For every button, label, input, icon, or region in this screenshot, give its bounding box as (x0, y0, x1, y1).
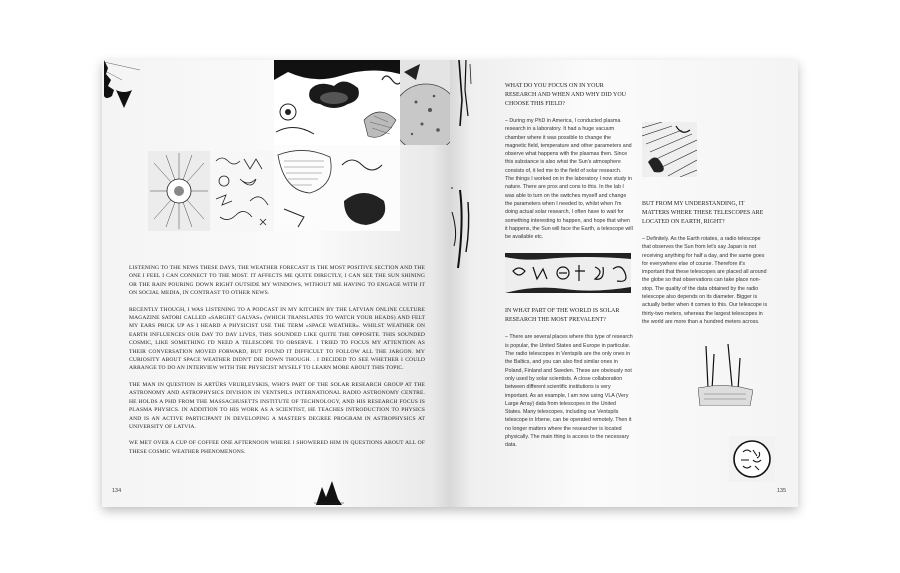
ink-drawing-textured (274, 145, 400, 231)
right-page (450, 60, 798, 507)
answer-3: – Definitely. As the Earth rotates, a radio telescope that observes the Sun from let's say Japan is not receiving anything for half a day, and the same goes for everywhere else of course. Therefore it's important that these telescopes are placed all around the globe so that observations can take place non-stop. The quality of the data obtained by the radio telescope also depends on its diameter. Bigger is actually better when it comes to this. Our telescope is thirty-two meters, whereas the largest telescopes in the world are more than a hundred meters across. (642, 236, 768, 325)
ink-drawing-rock (274, 60, 400, 145)
ink-drawing-small-bottom (312, 477, 346, 507)
ink-drawing-sunburst (148, 151, 210, 231)
question-1: WHAT DO YOU FOCUS ON IN YOUR RESEARCH AND WHEN AND WHY DID YOU CHOOSE THIS FIELD? (505, 83, 626, 107)
page-number-left: 134 (112, 488, 122, 494)
ink-strokes-gutter (450, 182, 480, 272)
question-3: BUT FROM MY UNDERSTANDING, IT MATTERS WHERE THESE TELESCOPES ARE LOCATED ON EARTH, RIGHT? (642, 201, 764, 225)
answer-1b: The things I worked on in the laboratory I now study in nature. There are pros and cons to this. In the lab I was able to turn on the switches myself and change the parameters when I needed to, whilst when I'm doing actual solar research, I often have to wait for something interesting to happen, and hope that when it happens, the Sun will face the Earth, a telescope will be available etc. (505, 176, 633, 241)
ink-glyph-strip (505, 253, 631, 293)
answer-1a: – During my PhD in America, I conducted plasma research in a laboratory. It had a huge vacuum chamber where it was possible to change the magnetic field, temperature and other parameters and observe what happens with the plasmas then. Since this substance is also what the Sun's atmosphere consists of, it led me to the field of solar research. (505, 118, 632, 174)
ink-shape-corner (102, 60, 142, 122)
ink-hatched-square (642, 122, 697, 177)
intro-paragraph-1: LISTENING TO THE NEWS THESE DAYS, THE WEATHER FORECAST IS THE MOST POSITIVE SECTION AND THE ONE I FEEL I CAN CONNECT TO THE MOST. IT AFFECTS ME QUITE DIRECTLY, I CAN SEE THE SUN SHINING OR THE RAIN POURING DOWN RIGHT OUTSIDE MY WINDOWS, WITHOUT ME HAVING TO ENGAGE WITH IT ON SOCIAL MEDIA, IN CONTRAST TO OTHER NEWS. (129, 265, 425, 297)
ink-drawing-scribbles (210, 151, 274, 231)
page-number-right: 135 (777, 488, 787, 494)
intro-paragraph-2: RECENTLY THOUGH, I WAS LISTENING TO A PODCAST IN MY KITCHEN BY THE LATVIAN ONLINE CULTURE MAGAZINE SATORI CALLED «SARGIET GALVAS» (WHICH TRANSLATES TO WATCH YOUR HEADS) AND FELT MY EARS PRICK UP AS I HEARD A PHYSICIST USE THE TERM «SPACE WEATHER». WHILST WEATHER ON EARTH INFLUENCES OUR DAY TO DAY LIVES, THIS SOUNDED LIKE QUITE THE OPPOSITE. THIS SOUNDED COSMIC, LIKE SOMETHING I'D NEED A TELESCOPE TO OBSERVE. I TRIED TO FOCUS MY ATTENTION AS THEIR CONVERSATION MOVED FORWARD, BUT FOUND IT DIFFICULT TO FOLLOW ALL THE JARGON. MY CURIOSITY ABOUT SPACE WEATHER DIDN'T DIE DOWN THOUGH. . I DECIDED TO SEE WHETHER I COULD ARRANGE TO DO AN INTERVIEW WITH THE PHYSICIST MYSELF TO LEARN MORE ABOUT THIS TOPIC. (129, 306, 425, 372)
intro-text (129, 264, 425, 464)
question-2: IN WHAT PART OF THE WORLD IS SOLAR RESEARCH THE MOST PREVALENT? (505, 308, 620, 324)
ink-stamp-circle (729, 436, 775, 482)
answer-2: – There are several places where this type of research is popular, the United States and Europe in particular. The radio telescopes in Ventspils are the only ones in the Baltics, and you can also find similar ones in Poland, Finland and Sweden. These are obviously not only used by solar scientists. A close collaboration between different scientific institutions is very important. As an example, I am now using VLA (Very Large Array) data from telescopes in the United States. Many telescopes, including our Ventspils telescope in Irbene, can be operated remotely. Then it no longer matters where the researcher is located physically. The main thing is access to the necessary data. (505, 334, 633, 449)
interview-column-1 (505, 82, 633, 450)
interview-column-2 (642, 200, 768, 326)
ink-reeds (698, 344, 753, 406)
left-page (102, 60, 450, 507)
intro-paragraph-4: WE MET OVER A CUP OF COFFEE ONE AFTERNOON WHERE I SHOWERED HIM IN QUESTIONS ABOUT ALL OF THESE COSMIC WEATHER PHENOMENONS. (129, 440, 425, 455)
ink-lines-top-left (456, 60, 474, 130)
ink-drawing-planet (400, 60, 450, 145)
magazine-spread (102, 60, 798, 507)
intro-paragraph-3: THE MAN IN QUESTION IS ARTŪRS VRUBĻEVSKIS, WHO'S PART OF THE SOLAR RESEARCH GROUP AT THE ASTRONOMY AND ASTROPHYSICS DIVISION IN VENTSPILS INTERNATIONAL RADIO ASTRONOMY CENTRE. HE HOLDS A PHD FROM THE MASSACHUSETTS INSTITUTE OF TECHNOLOGY, AND HIS RESEARCH FOCUS IS PLASMA PHYSICS. IN ADDITION TO HIS WORK AS A SCIENTIST, HE TEACHES INTRODUCTION TO PHYSICS AND IS AN ACTIVE PARTICIPANT IN DEVELOPING A MASTER'S DEGREE PROGRAM IN ASTROPHYSICS AT UNIVERSITY OF LATVIA. (129, 381, 425, 430)
